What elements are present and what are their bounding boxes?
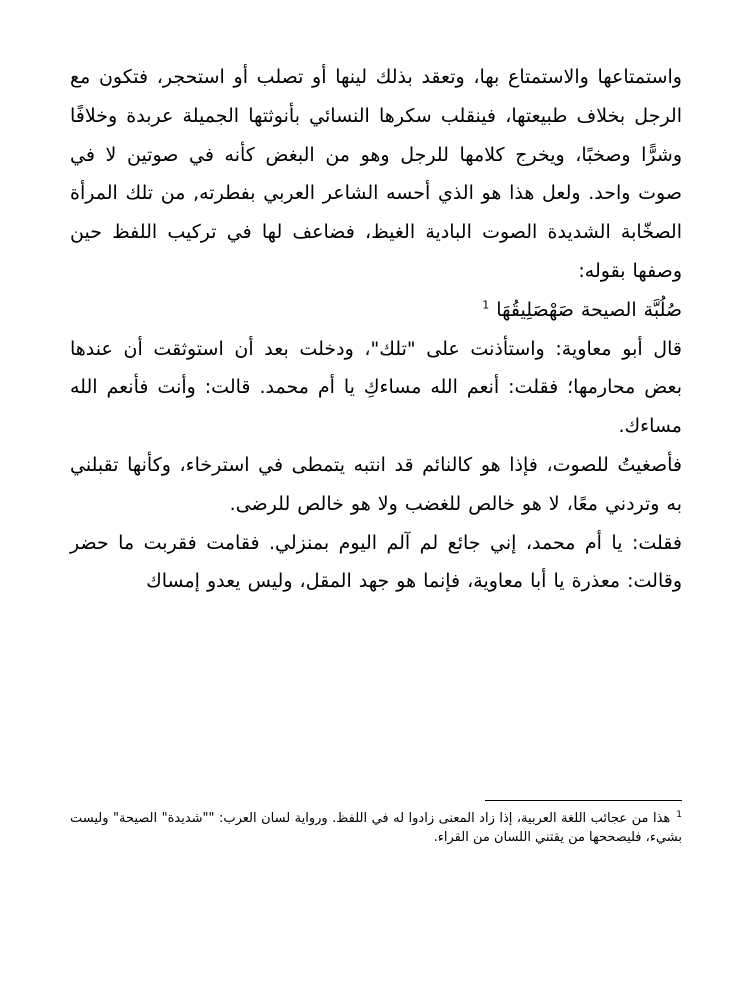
footnote-separator <box>485 800 682 801</box>
paragraph: واستمتاعها والاستمتاع بها، وتعقد بذلك لينها أو تصلب أو استحجر، فتكون مع الرجل بخلاف طبيعتها، فينقلب سكرها النسائي بأنوثتها الجميلة عربدة وخلافًا وشرًّا وصخبًا، ويخرج كلامها للرجل وهو من البغض كأنه في صوتين لا في صوت واحد. ولعل هذا هو الذي أحسه الشاعر العربي بفطرته, من تلك المرأة الصخّابة الشديدة الصوت البادية الغيظ، فضاعف لها في تركيب اللفظ حين وصفها بقوله: <box>70 66 682 282</box>
footnote <box>70 809 682 847</box>
paragraph: قال أبو معاوية: واستأذنت على "تلك"، ودخلت بعد أن استوثقت أن عندها بعض محارمها؛ فقلت: أنعم الله مساءكِ يا أم محمد. قالت: وأنت فأنعم الله مساءك. <box>70 337 682 438</box>
footnote-text: هذا من عجائب اللغة العربية، إذا زاد المعنى زادوا له في اللفظ. ورواية لسان العرب: ""شديدة" الصيحة" وليست بشيء، فليصححها من يقتني اللسان من القراء. <box>70 811 682 845</box>
verse-text: صُلُبَّة الصيحة صَهْصَلِيقُهَا <box>496 298 682 321</box>
verse-line <box>70 291 682 330</box>
footnote-marker: 1 <box>482 298 490 312</box>
footnote-number: 1 <box>676 809 682 820</box>
paragraph: فقلت: يا أم محمد، إني جائع لم آلم اليوم بمنزلي. فقامت فقربت ما حضر وقالت: معذرة يا أبا معاوية، فإنما هو جهد المقل، وليس يعدو إمساك <box>70 531 682 593</box>
main-text <box>70 58 682 601</box>
paragraph: فأصغيتُ للصوت، فإذا هو كالنائم قد انتبه يتمطى في استرخاء، وكأنها تقبلني به وتردني معًا، لا هو خالص للغضب ولا هو خالص للرضى. <box>70 453 682 515</box>
